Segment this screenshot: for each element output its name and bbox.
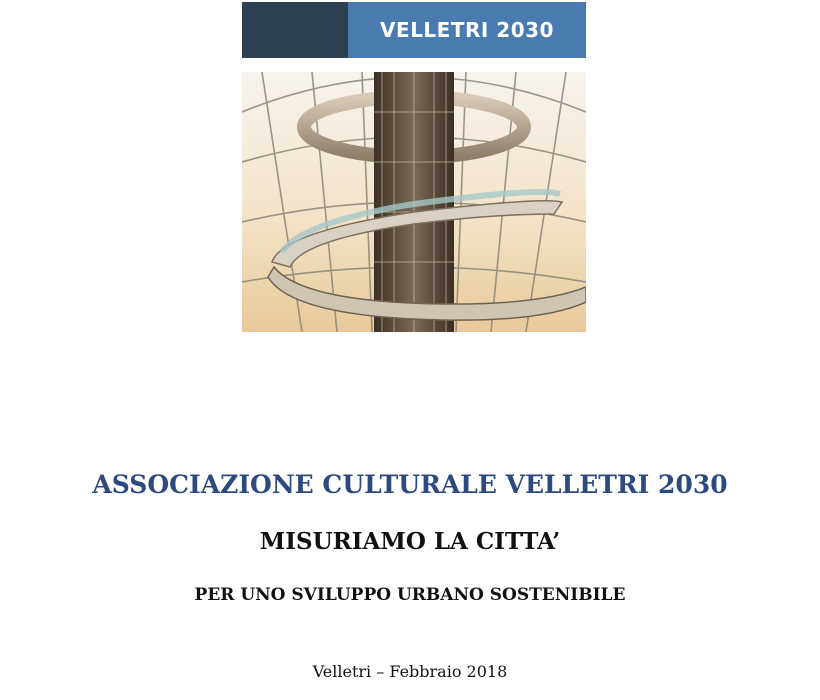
cover-illustration — [242, 72, 586, 332]
document-headline: MISURIAMO LA CITTA’ — [259, 528, 561, 555]
document-tagline: PER UNO SVILUPPO URBANO SOSTENIBILE — [194, 585, 626, 605]
association-title: ASSOCIAZIONE CULTURALE VELLETRI 2030 — [92, 470, 728, 499]
header-banner — [242, 2, 586, 58]
place-date: Velletri – Febbraio 2018 — [312, 662, 508, 681]
banner-dark-block — [242, 2, 348, 58]
banner-label: VELLETRI 2030 — [348, 2, 586, 58]
